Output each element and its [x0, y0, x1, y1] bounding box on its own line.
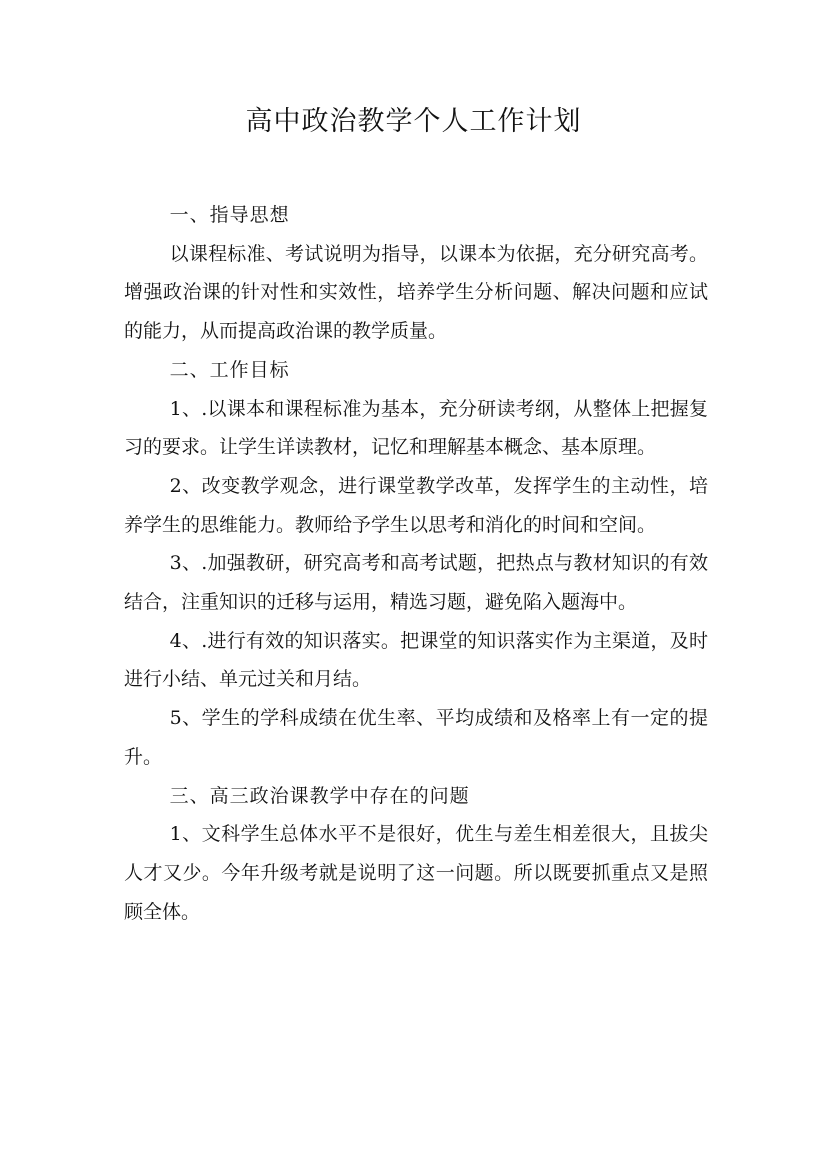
document-title: 高中政治教学个人工作计划	[245, 106, 582, 137]
section-heading-work-goals: 二、工作目标	[169, 358, 290, 381]
paragraph-problem-1: 1、文科学生总体水平不是很好，优生与差生相差很大，且拔尖人才又少。今年升级考就是说明了这一问题。所以既要抓重点又是照顾全体。	[124, 823, 708, 923]
paragraph-goal-4: 4、.进行有效的知识落实。把课堂的知识落实作为主渠道，及时进行小结、单元过关和月结。	[124, 629, 708, 691]
paragraph-goal-3: 3、.加强教研，研究高考和高考试题，把热点与教材知识的有效结合，注重知识的迁移与运用，精选习题，避免陷入题海中。	[124, 552, 708, 614]
paragraph-goal-1: 1、.以课本和课程标准为基本，充分研读考纲，从整体上把握复习的要求。让学生详读教材，记忆和理解基本概念、基本原理。	[124, 397, 708, 459]
section-heading-problems: 三、高三政治课教学中存在的问题	[169, 784, 470, 807]
paragraph-guiding-ideology: 以课程标准、考试说明为指导，以课本为依据，充分研究高考。增强政治课的针对性和实效性，培养学生分析问题、解决问题和应试的能力，从而提高政治课的教学质量。	[124, 242, 708, 343]
document-body	[124, 196, 708, 931]
paragraph-goal-2: 2、改变教学观念，进行课堂教学改革，发挥学生的主动性，培养学生的思维能力。教师给予学生以思考和消化的时间和空间。	[124, 474, 708, 536]
paragraph-goal-5: 5、学生的学科成绩在优生率、平均成绩和及格率上有一定的提升。	[124, 707, 708, 768]
section-heading-guiding-ideology: 一、指导思想	[169, 204, 290, 226]
